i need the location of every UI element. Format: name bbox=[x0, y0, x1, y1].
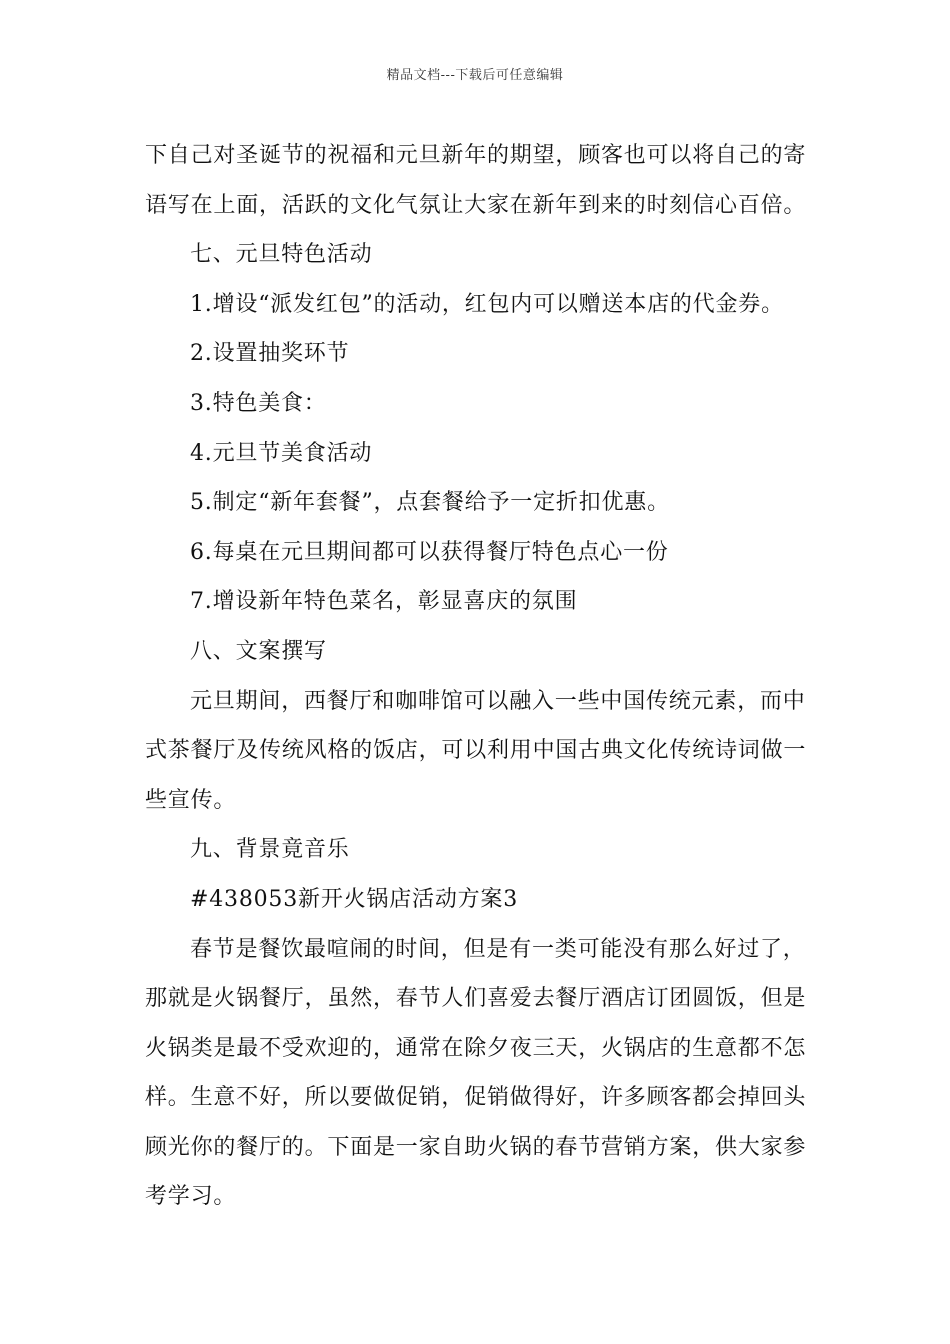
paragraph-spring-festival: 春节是餐饮最喧闹的时间，但是有一类可能没有那么好过了，那就是火锅餐厅，虽然，春节人们喜爱去餐厅酒店订团圆饭，但是火锅类是最不受欢迎的，通常在除夕夜三天，火锅店的生意都不怎样。生意不好，所以要做促销，促销做得好，许多顾客都会掉回头顾光你的餐厅的。下面是一家自助火锅的春节营销方案，供大家参考学习。 bbox=[145, 936, 807, 1210]
paragraph-copywriting: 元旦期间，西餐厅和咖啡馆可以融入一些中国传统元素，而中式茶餐厅及传统风格的饭店，可以利用中国古典文化传统诗词做一些宣传。 bbox=[145, 688, 807, 813]
list-item: 4.元旦节美食活动 bbox=[190, 440, 373, 466]
paragraph-continuation: 下自己对圣诞节的祝福和元旦新年的期望，顾客也可以将自己的寄语写在上面，活跃的文化气氛让大家在新年到来的时刻信心百倍。 bbox=[145, 143, 807, 218]
list-item: 2.设置抽奖环节 bbox=[190, 341, 350, 367]
document-title: #438053新开火锅店活动方案3 bbox=[190, 886, 519, 912]
list-item: 6.每桌在元旦期间都可以获得餐厅特色点心一份 bbox=[190, 539, 669, 565]
page-header: 精品文档---下载后可任意编辑 bbox=[386, 68, 564, 83]
section-heading-nine: 九、背景竟音乐 bbox=[190, 837, 350, 863]
list-item: 5.制定“新年套餐”，点套餐给予一定折扣优惠。 bbox=[190, 490, 670, 516]
list-item: 1.增设“派发红包”的活动，红包内可以赠送本店的代金券。 bbox=[190, 291, 784, 317]
document-body bbox=[145, 131, 810, 1222]
list-item: 7.增设新年特色菜名，彰显喜庆的氛围 bbox=[190, 589, 578, 615]
list-item: 3.特色美食： bbox=[190, 390, 327, 416]
section-heading-eight: 八、文案撰写 bbox=[190, 638, 327, 664]
section-heading-seven: 七、元旦特色活动 bbox=[190, 242, 373, 268]
